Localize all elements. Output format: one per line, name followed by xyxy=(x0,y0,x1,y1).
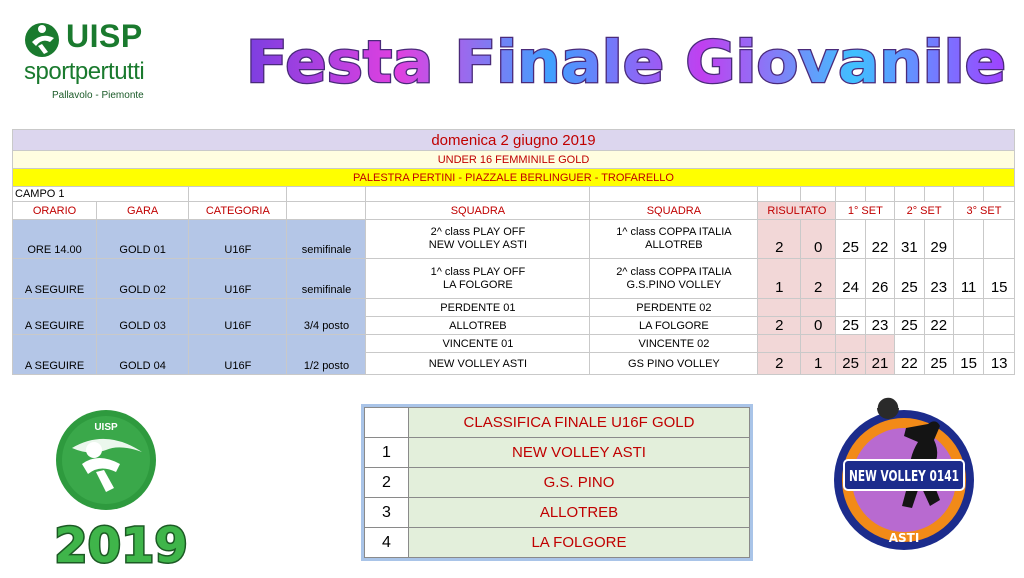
table-header-row xyxy=(13,202,1015,220)
new-volley-logo xyxy=(830,396,978,556)
ranking-position: 3 xyxy=(365,498,409,528)
ranking-team: ALLOTREB xyxy=(409,498,750,528)
event-title xyxy=(236,18,1016,108)
set2-away: 29 xyxy=(924,220,953,259)
result-away: 2 xyxy=(801,259,836,299)
result-home: 2 xyxy=(758,220,801,259)
set1-home: 25 xyxy=(836,353,865,375)
col-header-risultato: RISULTATO xyxy=(758,202,836,220)
club-logo-city: ASTI xyxy=(888,531,920,545)
match-phase: semifinale xyxy=(287,220,366,259)
col-header-squadra-away: SQUADRA xyxy=(590,202,758,220)
set3-away: 15 xyxy=(984,259,1015,299)
table-row xyxy=(13,259,1015,299)
away-seed: VINCENTE 02 xyxy=(590,335,758,353)
col-header-fase xyxy=(287,202,366,220)
final-ranking-table xyxy=(364,407,750,558)
match-home-team xyxy=(366,220,590,259)
table-row xyxy=(13,335,1015,353)
set3-home: 11 xyxy=(953,259,983,299)
col-header-categoria: CATEGORIA xyxy=(189,202,287,220)
ranking-team: LA FOLGORE xyxy=(409,528,750,558)
set1-home: 24 xyxy=(836,259,865,299)
ranking-team: NEW VOLLEY ASTI xyxy=(409,438,750,468)
home-seed: PERDENTE 01 xyxy=(366,299,590,317)
result-home: 2 xyxy=(758,317,801,335)
match-code: GOLD 01 xyxy=(97,220,189,259)
result-away: 0 xyxy=(801,220,836,259)
set2-home: 25 xyxy=(895,317,924,335)
set3-away xyxy=(984,220,1015,259)
result-home: 1 xyxy=(758,259,801,299)
match-category: U16F xyxy=(189,220,287,259)
match-phase: 1/2 posto xyxy=(287,335,366,375)
uisp-runner-icon xyxy=(22,20,68,60)
away-team-name: GS PINO VOLLEY xyxy=(590,353,758,375)
home-team-name: LA FOLGORE xyxy=(443,278,513,291)
set3-home xyxy=(953,317,983,335)
set3-home xyxy=(953,220,983,259)
set1-away: 21 xyxy=(865,353,894,375)
match-code: GOLD 04 xyxy=(97,335,189,375)
table-row xyxy=(13,220,1015,259)
set2-away: 23 xyxy=(924,259,953,299)
set1-home: 25 xyxy=(836,317,865,335)
col-header-set1: 1° SET xyxy=(836,202,895,220)
home-seed: 1^ class PLAY OFF xyxy=(430,265,526,278)
set1-away: 26 xyxy=(865,259,894,299)
set1-away: 22 xyxy=(865,220,894,259)
uisp-subtitle: Pallavolo - Piemonte xyxy=(52,90,144,101)
home-seed: 2^ class PLAY OFF xyxy=(430,226,526,238)
match-time: ORE 14.00 xyxy=(13,220,97,259)
ranking-position: 2 xyxy=(365,468,409,498)
away-seed: 1^ class COPPA ITALIA xyxy=(616,226,732,238)
event-title-text: Festa Finale Giovanile xyxy=(246,28,1006,96)
ranking-team: G.S. PINO xyxy=(409,468,750,498)
uisp-wordmark: UISP xyxy=(66,18,143,54)
away-team-name: G.S.PINO VOLLEY xyxy=(626,278,722,291)
match-schedule-table xyxy=(12,129,1015,375)
home-team-name: NEW VOLLEY ASTI xyxy=(366,353,590,375)
set3-away xyxy=(984,317,1015,335)
set2-home: 25 xyxy=(895,259,924,299)
match-time: A SEGUIRE xyxy=(13,299,97,335)
match-code: GOLD 03 xyxy=(97,299,189,335)
home-team-name: ALLOTREB xyxy=(366,317,590,335)
year-logo xyxy=(36,516,206,572)
match-category: U16F xyxy=(189,335,287,375)
col-header-squadra-home: SQUADRA xyxy=(366,202,590,220)
ranking-title-row xyxy=(365,408,750,438)
away-team-name: LA FOLGORE xyxy=(590,317,758,335)
ranking-row xyxy=(365,528,750,558)
club-logo-name: NEW VOLLEY 0141 xyxy=(849,467,959,485)
set1-away: 23 xyxy=(865,317,894,335)
set1-home: 25 xyxy=(836,220,865,259)
set2-home: 31 xyxy=(895,220,924,259)
uisp-logo xyxy=(22,18,182,108)
match-category: U16F xyxy=(189,299,287,335)
uisp-badge-logo xyxy=(50,408,162,512)
schedule-venue: PALESTRA PERTINI - PIAZZALE BERLINGUER - TROFARELLO xyxy=(13,169,1015,187)
set3-home: 15 xyxy=(953,353,983,375)
set3-away: 13 xyxy=(984,353,1015,375)
ranking-title: CLASSIFICA FINALE U16F GOLD xyxy=(409,408,750,438)
table-row xyxy=(13,299,1015,317)
home-seed: VINCENTE 01 xyxy=(366,335,590,353)
ranking-position: 4 xyxy=(365,528,409,558)
away-seed: PERDENTE 02 xyxy=(590,299,758,317)
set2-home: 22 xyxy=(895,353,924,375)
uisp-badge-text: UISP xyxy=(94,422,118,433)
year-text: 2019 xyxy=(54,518,188,574)
ranking-row xyxy=(365,498,750,528)
set2-away: 25 xyxy=(924,353,953,375)
match-code: GOLD 02 xyxy=(97,259,189,299)
col-header-set3: 3° SET xyxy=(953,202,1014,220)
home-team-name: NEW VOLLEY ASTI xyxy=(428,239,528,251)
match-phase: 3/4 posto xyxy=(287,299,366,335)
match-home-team xyxy=(366,259,590,299)
match-away-team xyxy=(590,220,758,259)
schedule-category: UNDER 16 FEMMINILE GOLD xyxy=(13,151,1015,169)
match-time: A SEGUIRE xyxy=(13,259,97,299)
ranking-position: 1 xyxy=(365,438,409,468)
result-home: 2 xyxy=(758,353,801,375)
result-away: 1 xyxy=(801,353,836,375)
away-seed: 2^ class COPPA ITALIA xyxy=(616,265,732,278)
uisp-tagline: sportpertutti xyxy=(24,58,145,85)
ranking-row xyxy=(365,438,750,468)
schedule-date: domenica 2 giugno 2019 xyxy=(13,130,1015,151)
match-category: U16F xyxy=(189,259,287,299)
set2-away: 22 xyxy=(924,317,953,335)
match-phase: semifinale xyxy=(287,259,366,299)
away-team-name: ALLOTREB xyxy=(645,239,703,251)
match-time: A SEGUIRE xyxy=(13,335,97,375)
court-label: CAMPO 1 xyxy=(13,187,189,202)
col-header-gara: GARA xyxy=(97,202,189,220)
col-header-set2: 2° SET xyxy=(895,202,954,220)
result-away: 0 xyxy=(801,317,836,335)
col-header-orario: ORARIO xyxy=(13,202,97,220)
ranking-row xyxy=(365,468,750,498)
match-away-team xyxy=(590,259,758,299)
